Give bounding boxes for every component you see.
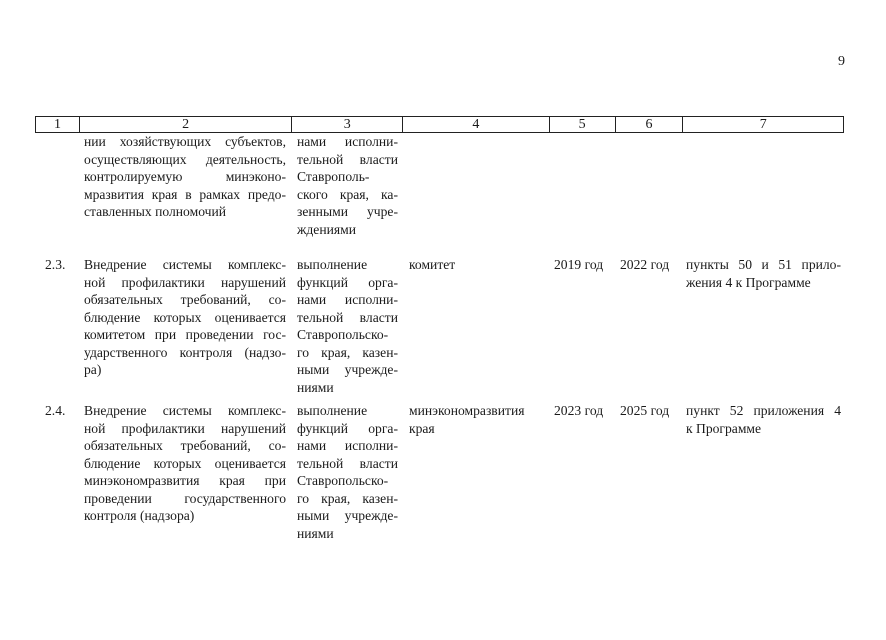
header-col-6: 6 [616, 117, 684, 132]
text-line: Внедрение системы комплекс- [84, 257, 286, 272]
row-description [84, 256, 286, 379]
text-line: тельной власти [297, 151, 398, 167]
row-executor [297, 256, 398, 396]
text-line: Ставрополь- [297, 169, 370, 184]
text-line: пункты 50 и 51 прило- [686, 257, 841, 272]
text-line: Внедрение системы комплекс- [84, 403, 286, 418]
text-line: ра) [84, 362, 102, 377]
text-line: края [409, 420, 435, 436]
header-col-3: 3 [292, 117, 403, 132]
text-line: выполнение [297, 403, 368, 418]
text-line: контроля (надзора) [84, 508, 195, 523]
text-line: жения 4 к Программе [686, 274, 811, 290]
text-line: обязательных требований, со- [84, 438, 286, 453]
continuation-executor [297, 133, 398, 238]
text-line: ной профилактики нарушений [84, 274, 286, 290]
text-line: ударственного контроля (надзо- [84, 344, 286, 360]
header-col-7: 7 [759, 117, 767, 132]
text-line: тельной власти [297, 455, 398, 471]
text-line: ниями [297, 525, 334, 541]
page-number: 9 [838, 54, 845, 69]
text-line: ждениями [297, 221, 357, 237]
row-number: 2.3. [45, 257, 66, 272]
text-line: контролируемую минэконо- [84, 169, 286, 184]
text-line: ниями [297, 379, 334, 395]
row-start-year: 2019 год [554, 257, 604, 272]
row-responsible [409, 402, 549, 437]
text-line: го края, казен- [297, 490, 398, 506]
continuation-description [84, 133, 286, 221]
text-line: нии хозяйствующих субъектов, [84, 134, 286, 149]
row-end-year: 2025 год [620, 403, 670, 418]
text-line: блюдение которых оценивается [84, 309, 286, 325]
text-line: комитетом при проведении гос- [84, 327, 286, 342]
text-line: нами исполни- [297, 134, 398, 149]
text-line: минэкономразвития края при [84, 473, 286, 488]
row-start-year: 2023 год [554, 403, 604, 418]
row-description [84, 402, 286, 525]
text-line: Ставропольско- [297, 327, 389, 342]
text-line: ными учрежде- [297, 508, 398, 523]
row-reference [686, 402, 841, 437]
text-line: к Программе [686, 420, 762, 436]
text-line: Ставропольско- [297, 473, 389, 488]
text-line: пункт 52 приложения 4 [686, 403, 841, 418]
text-line: осуществляющих деятельность, [84, 151, 286, 167]
row-reference [686, 256, 841, 291]
row-number: 2.4. [45, 403, 66, 418]
text-line: функций орга- [297, 274, 398, 290]
text-line: ского края, ка- [297, 186, 398, 202]
text-line: го края, казен- [297, 344, 398, 360]
text-line: ставленных полномочий [84, 204, 227, 219]
row-end-year: 2022 год [620, 257, 670, 272]
row-executor [297, 402, 398, 542]
text-line: проведении государственного [84, 490, 286, 506]
text-line: нами исполни- [297, 292, 398, 307]
header-col-1: 1 [36, 117, 80, 132]
header-col-4: 4 [403, 117, 550, 132]
table-header [35, 116, 844, 133]
header-col-5: 5 [550, 117, 616, 132]
text-line: ными учрежде- [297, 362, 398, 377]
text-line: блюдение которых оценивается [84, 455, 286, 471]
text-line: комитет [409, 257, 456, 272]
text-line: функций орга- [297, 420, 398, 436]
text-line: выполнение [297, 257, 368, 272]
header-col-2: 2 [80, 117, 292, 132]
text-line: нами исполни- [297, 438, 398, 453]
text-line: минэкономразвития [409, 403, 525, 418]
text-line: мразвития края в рамках предо- [84, 186, 286, 202]
text-line: тельной власти [297, 309, 398, 325]
text-line: обязательных требований, со- [84, 292, 286, 307]
text-line: ной профилактики нарушений [84, 420, 286, 436]
row-responsible [409, 256, 549, 274]
text-line: зенными учре- [297, 204, 398, 219]
